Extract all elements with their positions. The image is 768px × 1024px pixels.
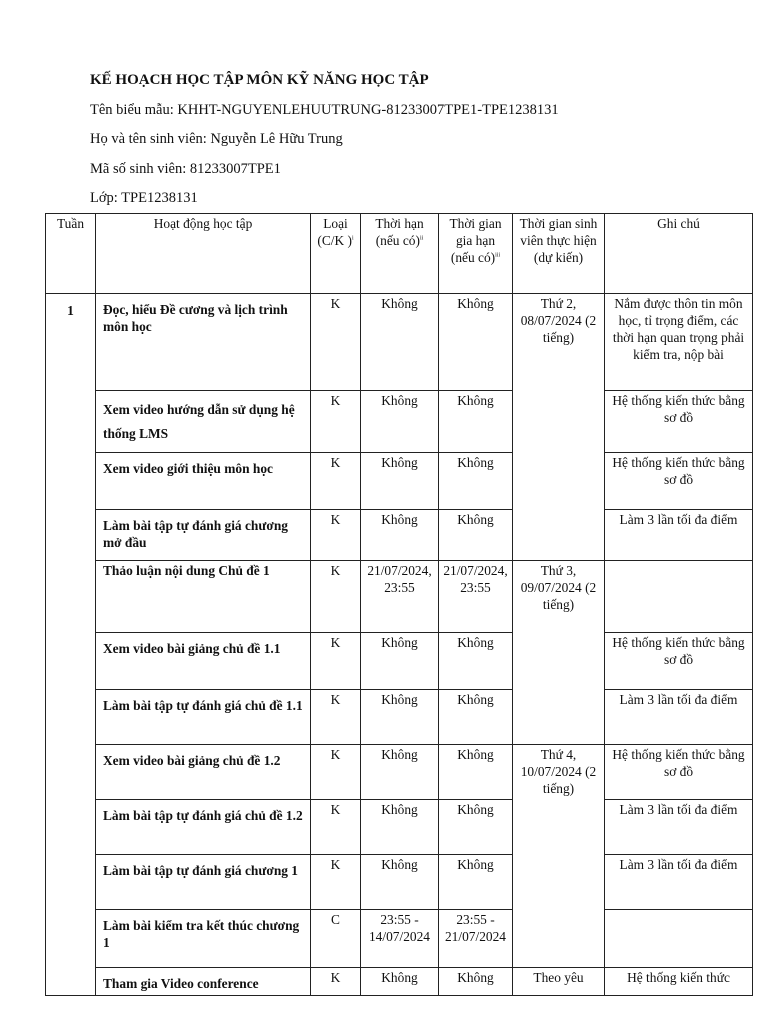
activity-cell: Làm bài tập tự đánh giá chủ đề 1.2 [96,800,311,855]
note-cell: Hệ thống kiến thức bằng sơ đồ [605,745,753,800]
extension-cell: Không [439,968,513,996]
document-title: KẾ HOẠCH HỌC TẬP MÔN KỸ NĂNG HỌC TẬP [90,72,429,88]
deadline-cell: Không [361,800,439,855]
week-cell: 1 [46,294,96,996]
deadline-cell: Không [361,633,439,690]
planned-time-cell: Thứ 4, 10/07/2024 (2 tiếng) [513,745,605,968]
col-header-type [311,214,361,294]
col-header-planned-time-label: Thời gian sinh viên thực hiện (dự kiến) [519,216,598,265]
table-row [46,633,753,690]
extension-cell: Không [439,453,513,510]
note-cell: Nắm được thôn tin môn học, tỉ trọng điểm, các thời hạn quan trọng phải kiểm tra, nộp bài [605,294,753,391]
table-row [46,510,753,561]
form-name: Tên biểu mẫu: KHHT-NGUYENLEHUUTRUNG-81233007TPE1-TPE1238131 [90,101,559,118]
extension-cell: Không [439,633,513,690]
note-cell: Hệ thống kiến thức bằng sơ đồ [605,391,753,453]
class-name: Lớp: TPE1238131 [90,190,198,207]
type-cell: K [311,561,361,633]
deadline-cell: Không [361,453,439,510]
col-header-notes [605,214,753,294]
deadline-cell: Không [361,294,439,391]
note-cell: Làm 3 lần tối đa điểm [605,510,753,561]
extension-cell: Không [439,745,513,800]
planned-time-cell: Thứ 3, 09/07/2024 (2 tiếng) [513,561,605,745]
deadline-cell: Không [361,690,439,745]
planned-time-cell: Theo yêu [513,968,605,996]
note-cell: Hệ thống kiến thức bằng sơ đồ [605,633,753,690]
col-header-extension [439,214,513,294]
table-row [46,391,753,453]
activity-cell: Xem video hướng dẫn sử dụng hệ thống LMS [96,391,311,453]
table-row [46,800,753,855]
type-cell: K [311,453,361,510]
table-row [46,855,753,910]
type-cell: K [311,510,361,561]
extension-cell: Không [439,510,513,561]
extension-cell: Không [439,800,513,855]
note-cell: Hệ thống kiến thức [605,968,753,996]
activity-cell: Xem video bài giảng chủ đề 1.2 [96,745,311,800]
extension-cell: Không [439,391,513,453]
note-cell [605,561,753,633]
activity-cell: Làm bài tập tự đánh giá chủ đề 1.1 [96,690,311,745]
deadline-cell: Không [361,391,439,453]
table-row [46,561,753,633]
activity-cell: Làm bài tập tự đánh giá chương 1 [96,855,311,910]
document-header [90,66,559,214]
table-row [46,294,753,391]
deadline-cell: Không [361,745,439,800]
deadline-cell: Không [361,855,439,910]
type-cell: K [311,745,361,800]
table-row [46,453,753,510]
activity-cell: Làm bài tập tự đánh giá chương mở đầu [96,510,311,561]
deadline-cell: 21/07/2024, 23:55 [361,561,439,633]
col-header-week-label: Tuần [56,216,85,231]
table-row [46,690,753,745]
note-cell: Làm 3 lần tối đa điểm [605,690,753,745]
deadline-cell: Không [361,510,439,561]
planned-time-cell: Thứ 2, 08/07/2024 (2 tiếng) [513,294,605,561]
activity-cell: Thảo luận nội dung Chủ đề 1 [96,561,311,633]
table-header-row [46,214,753,294]
col-header-deadline [361,214,439,294]
col-header-activity-label: Hoạt động học tập [153,216,253,231]
type-cell: K [311,800,361,855]
note-cell: Hệ thống kiến thức bằng sơ đồ [605,453,753,510]
table-row [46,910,753,968]
type-cell: K [311,690,361,745]
activity-cell: Đọc, hiểu Đề cương và lịch trình môn học [96,294,311,391]
type-cell: K [311,968,361,996]
activity-cell: Xem video bài giảng chủ đề 1.1 [96,633,311,690]
activity-cell: Tham gia Video conference [96,968,311,996]
study-plan-table [45,213,753,996]
deadline-cell: Không [361,968,439,996]
type-cell: C [311,910,361,968]
type-cell: K [311,633,361,690]
extension-cell: 21/07/2024, 23:55 [439,561,513,633]
activity-cell: Xem video giới thiệu môn học [96,453,311,510]
table-row [46,745,753,800]
type-cell: K [311,294,361,391]
col-header-planned-time [513,214,605,294]
col-header-week [46,214,96,294]
extension-cell: Không [439,855,513,910]
student-id: Mã số sinh viên: 81233007TPE1 [90,160,281,177]
note-cell: Làm 3 lần tối đa điểm [605,800,753,855]
note-cell: Làm 3 lần tối đa điểm [605,855,753,910]
footnote-marker: ii [419,235,424,242]
col-header-type-label: Loại (C/K ) [317,216,352,248]
extension-cell: 23:55 - 21/07/2024 [439,910,513,968]
col-header-notes-label: Ghi chú [657,216,700,231]
col-header-deadline-label: Thời hạn (nếu có) [375,216,424,248]
footnote-marker: iii [495,252,501,259]
footnote-marker: i [351,235,354,242]
activity-cell: Làm bài kiểm tra kết thúc chương 1 [96,910,311,968]
note-cell [605,910,753,968]
col-header-activity [96,214,311,294]
student-name: Họ và tên sinh viên: Nguyễn Lê Hữu Trung [90,131,343,148]
type-cell: K [311,391,361,453]
col-header-extension-label: Thời gian gia hạn (nếu có) [449,216,502,265]
type-cell: K [311,855,361,910]
extension-cell: Không [439,294,513,391]
table-row [46,968,753,996]
extension-cell: Không [439,690,513,745]
deadline-cell: 23:55 - 14/07/2024 [361,910,439,968]
